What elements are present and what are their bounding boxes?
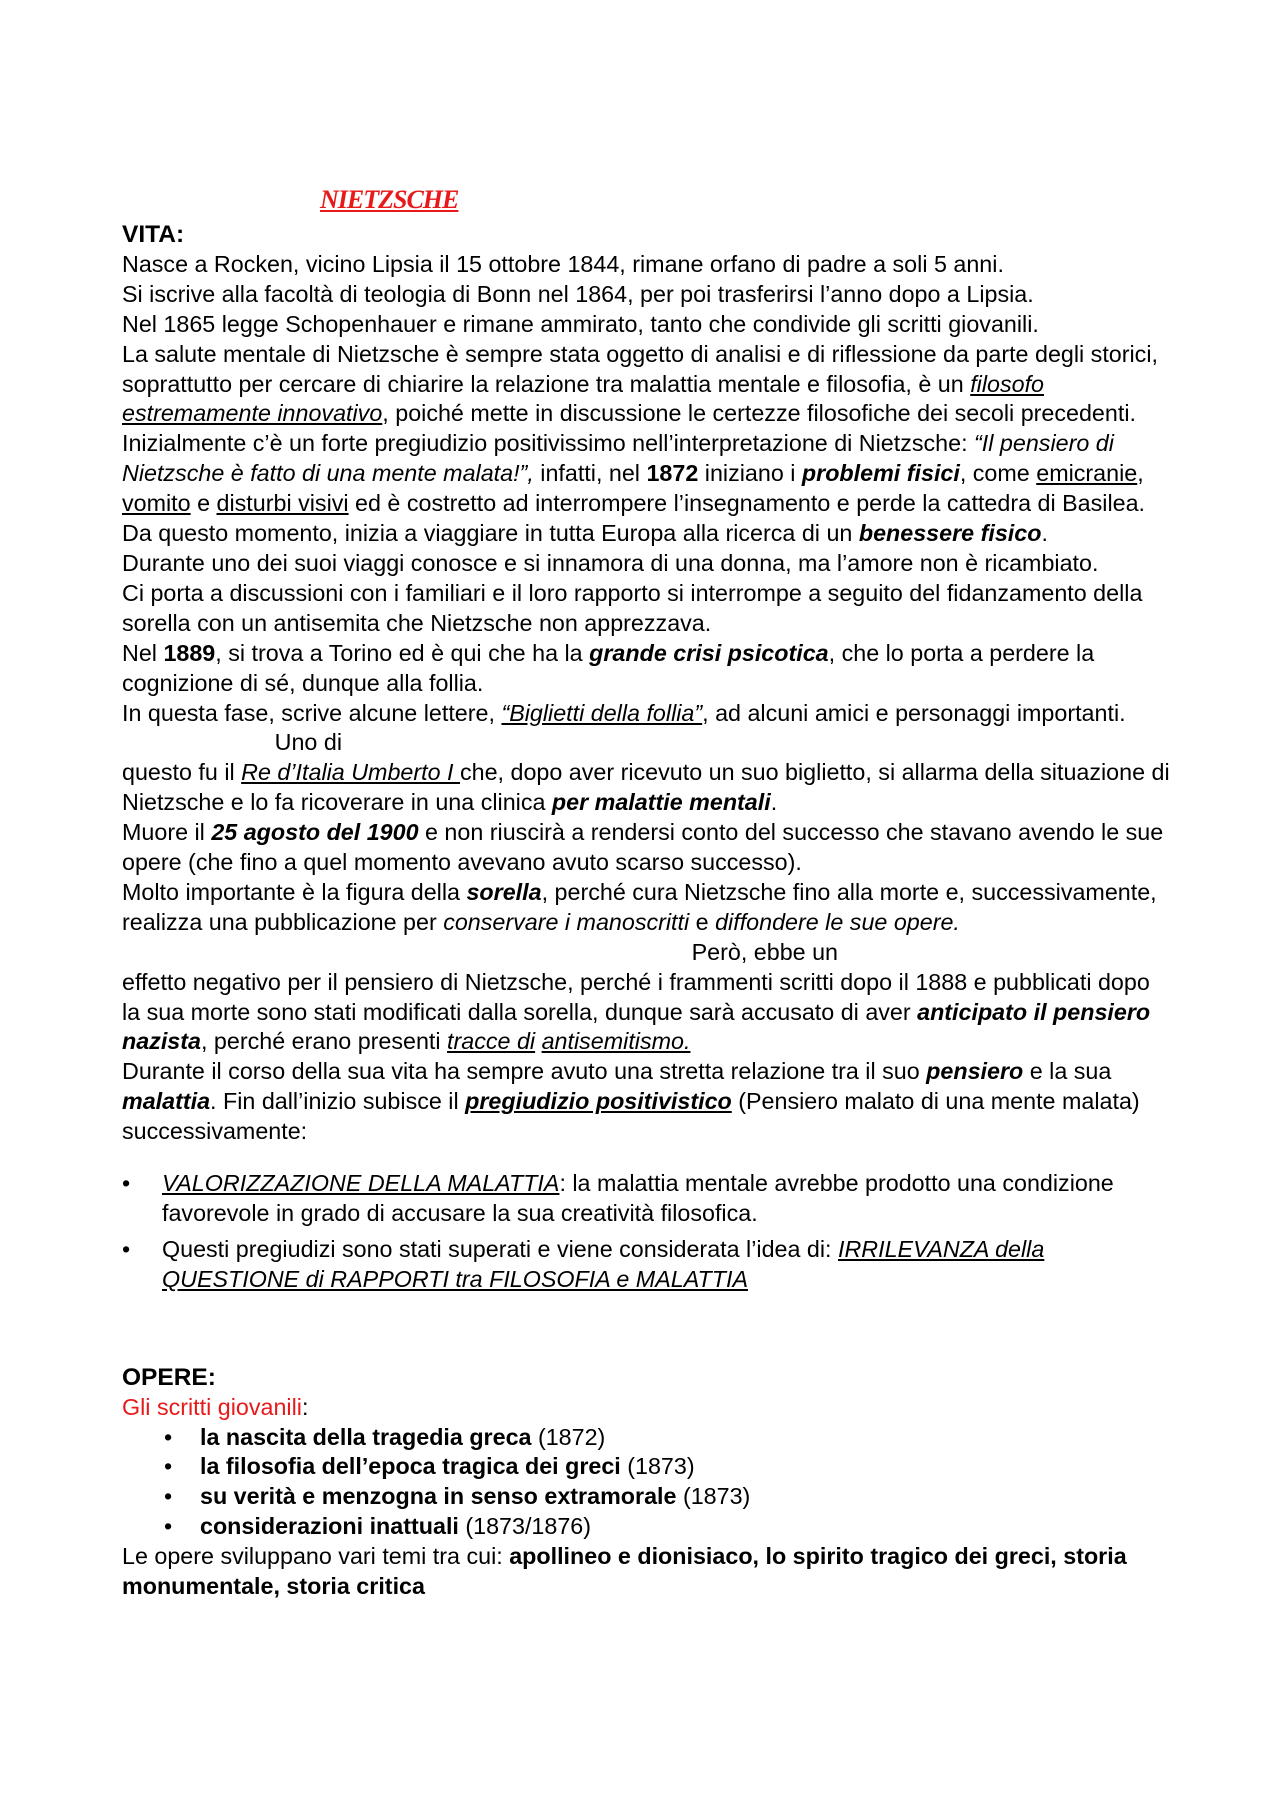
emphasis: anticipato il pensiero nazista	[122, 998, 1151, 1055]
text: e	[190, 490, 217, 517]
text: , poiché mette in discussione le certezze filosofiche dei secoli precedenti.	[382, 400, 1136, 427]
text: In questa fase, scrive alcune lettere,	[122, 699, 502, 726]
work-title: considerazioni inattuali	[200, 1513, 459, 1540]
text: e	[689, 908, 716, 935]
emphasis: IRRILEVANZA della QUESTIONE di RAPPORTI tra FILOSOFIA e MALATTIA	[162, 1235, 1045, 1292]
text: .	[770, 789, 778, 816]
work-year: (1873)	[620, 1453, 695, 1480]
text: : la malattia mentale avrebbe prodotto una condizione favorevole in grado di accusare la sua creatività filosofica.	[162, 1170, 1114, 1226]
underlined: vomito	[122, 490, 191, 517]
text: :	[301, 1393, 309, 1420]
vita-paragraph	[122, 310, 1172, 340]
list-item	[122, 1423, 1172, 1453]
opere-themes	[122, 1542, 1172, 1602]
emphasis: tracce di	[447, 1028, 536, 1055]
text: Da questo momento, inizia a viaggiare in tutta Europa alla ricerca di un	[122, 520, 859, 547]
text: questo fu il	[122, 759, 242, 786]
vita-paragraph	[122, 878, 1172, 1057]
opere-heading: OPERE:	[122, 1363, 216, 1391]
vita-paragraph	[122, 699, 1172, 819]
emphasis: Re d’Italia Umberto I	[241, 759, 460, 786]
text: Durante il corso della sua vita ha sempre avuto una stretta relazione tra il suo	[122, 1058, 927, 1085]
text: Gli scritti giovanili	[122, 1393, 302, 1420]
work-title: la filosofia dell’epoca tragica dei greci	[200, 1453, 621, 1480]
list-item	[122, 1169, 1172, 1229]
list-item	[122, 1512, 1172, 1542]
vita-paragraph	[122, 280, 1172, 310]
text: iniziano i	[698, 460, 802, 487]
emphasis: filosofo estremamente innovativo	[122, 370, 1045, 427]
vita-paragraph	[122, 818, 1172, 878]
text: La salute mentale di Nietzsche è sempre stata oggetto di analisi e di riflessione da parte degli storici, soprattutto per cercare di chiarire la relazione tra malattia mentale e filosofia, è un	[122, 340, 1158, 397]
year: 1889	[163, 639, 216, 666]
text: Ci porta a discussioni con i familiari e il loro rapporto si interrompe a seguito del fidanzamento della sorella con un antisemita che Nietzsche non apprezzava.	[122, 579, 1143, 636]
text: Nasce a Rocken, vicino Lipsia il 15 ottobre 1844, rimane orfano di padre a soli 5 anni.	[122, 250, 1004, 277]
list-item	[122, 1235, 1172, 1295]
list-item	[122, 1482, 1172, 1512]
vita-paragraph	[122, 519, 1172, 549]
emphasis: grande crisi psicotica	[589, 639, 829, 666]
text: Però, ebbe un	[691, 938, 838, 965]
text: Muore il	[122, 819, 212, 846]
quote: “Il pensiero di Nietzsche è fatto di una mente malata!”,	[122, 430, 1114, 487]
vita-paragraph	[122, 549, 1172, 579]
document-title: NIETZSCHE	[320, 185, 459, 214]
text: Uno di	[274, 729, 342, 756]
text: . Fin dall’inizio subisce il	[210, 1088, 466, 1115]
text: .	[1041, 520, 1048, 547]
text: Le opere sviluppano vari temi tra cui:	[122, 1543, 510, 1570]
work-year: (1873)	[676, 1483, 751, 1510]
text: , perché erano presenti	[200, 1028, 448, 1055]
vita-paragraph	[122, 1057, 1172, 1147]
emphasis: 25 agosto del 1900	[211, 819, 419, 846]
emphasis: pregiudizio positivistico	[465, 1088, 732, 1115]
underlined: emicranie	[1036, 460, 1138, 487]
text: Si iscrive alla facoltà di teologia di Bonn nel 1864, per poi trasferirsi l’anno dopo a Lipsia.	[122, 280, 1034, 307]
vita-paragraph	[122, 250, 1172, 280]
emphasis: sorella	[466, 878, 542, 905]
bullet-list	[122, 1169, 1172, 1295]
text: Nel 1865 legge Schopenhauer e rimane ammirato, tanto che condivide gli scritti giovanili.	[122, 310, 1039, 337]
list-item	[122, 1452, 1172, 1482]
vita-paragraph	[122, 639, 1172, 699]
emphasis: VALORIZZAZIONE DELLA MALATTIA	[162, 1170, 560, 1197]
work-title: su verità e menzogna in senso extramorale	[200, 1483, 677, 1510]
text: Molto importante è la figura della	[122, 878, 467, 905]
emphasis: pensiero	[926, 1058, 1024, 1085]
text: ed è costretto ad interrompere l’insegnamento e perde la cattedra di Basilea.	[348, 490, 1146, 517]
vita-heading: VITA:	[122, 221, 185, 248]
year: 1872	[646, 460, 699, 487]
text: Inizialmente c’è un forte pregiudizio positivissimo nell’interpretazione di Nietzsche:	[122, 430, 975, 457]
text: che, dopo aver ricevuto un suo biglietto, si allarma della situazione di Nietzsche e lo fa ricoverare in una clinica	[122, 759, 1170, 816]
vita-paragraph	[122, 429, 1172, 519]
text: Nel	[122, 639, 164, 666]
text: , come	[959, 460, 1037, 487]
emphasis: diffondere le sue opere.	[715, 908, 960, 935]
text: effetto negativo per il pensiero di Nietzsche, perché i frammenti scritti dopo il 1888 e pubblicati dopo la sua morte sono stati modificati dalla sorella, dunque sarà accusato di aver	[122, 968, 1150, 1025]
emphasis: per malattie mentali	[551, 789, 771, 816]
vita-paragraph	[122, 579, 1172, 639]
emphasis: malattia	[122, 1088, 211, 1115]
text: infatti, nel	[533, 460, 647, 487]
text: , che lo porta a perdere la cognizione di sé, dunque alla follia.	[122, 639, 1095, 696]
work-year: (1872)	[531, 1423, 606, 1450]
emphasis: benessere fisico	[858, 520, 1042, 547]
text: , si trova a Torino ed è qui che ha la	[215, 639, 590, 666]
text: , ad alcuni amici e personaggi importanti.	[702, 699, 1126, 726]
text: Questi pregiudizi sono stati superati e viene considerata l’idea di:	[162, 1235, 838, 1262]
emphasis: “Biglietti della follia”	[501, 699, 703, 726]
works-list	[122, 1423, 1172, 1543]
emphasis: problemi fisici	[801, 460, 960, 487]
emphasis: antisemitismo.	[541, 1028, 691, 1055]
work-year: (1873/1876)	[458, 1513, 592, 1540]
text: Durante uno dei suoi viaggi conosce e si innamora di una donna, ma l’amore non è ricambiato.	[122, 549, 1099, 576]
text: (Pensiero malato di una mente malata) successivamente:	[122, 1088, 1140, 1145]
text: , perché cura Nietzsche fino alla morte e, successivamente, realizza una pubblicazione per	[122, 878, 1157, 935]
text: e la sua	[1023, 1058, 1112, 1085]
emphasis: conservare i manoscritti	[443, 908, 690, 935]
vita-paragraph	[122, 340, 1172, 430]
emphasis: apollineo e dionisiaco, lo spirito tragico dei greci, storia monumentale, storia critica	[122, 1543, 1127, 1600]
document-body	[122, 220, 1172, 1602]
text: e non riuscirà a rendersi conto del successo che stavano avendo le sue opere (che fino a quel momento avevano avuto scarso successo).	[122, 819, 1164, 876]
underlined: disturbi visivi	[216, 490, 349, 517]
work-title: la nascita della tragedia greca	[200, 1423, 532, 1450]
opere-subheading	[122, 1393, 1172, 1423]
text: ,	[1137, 460, 1144, 487]
